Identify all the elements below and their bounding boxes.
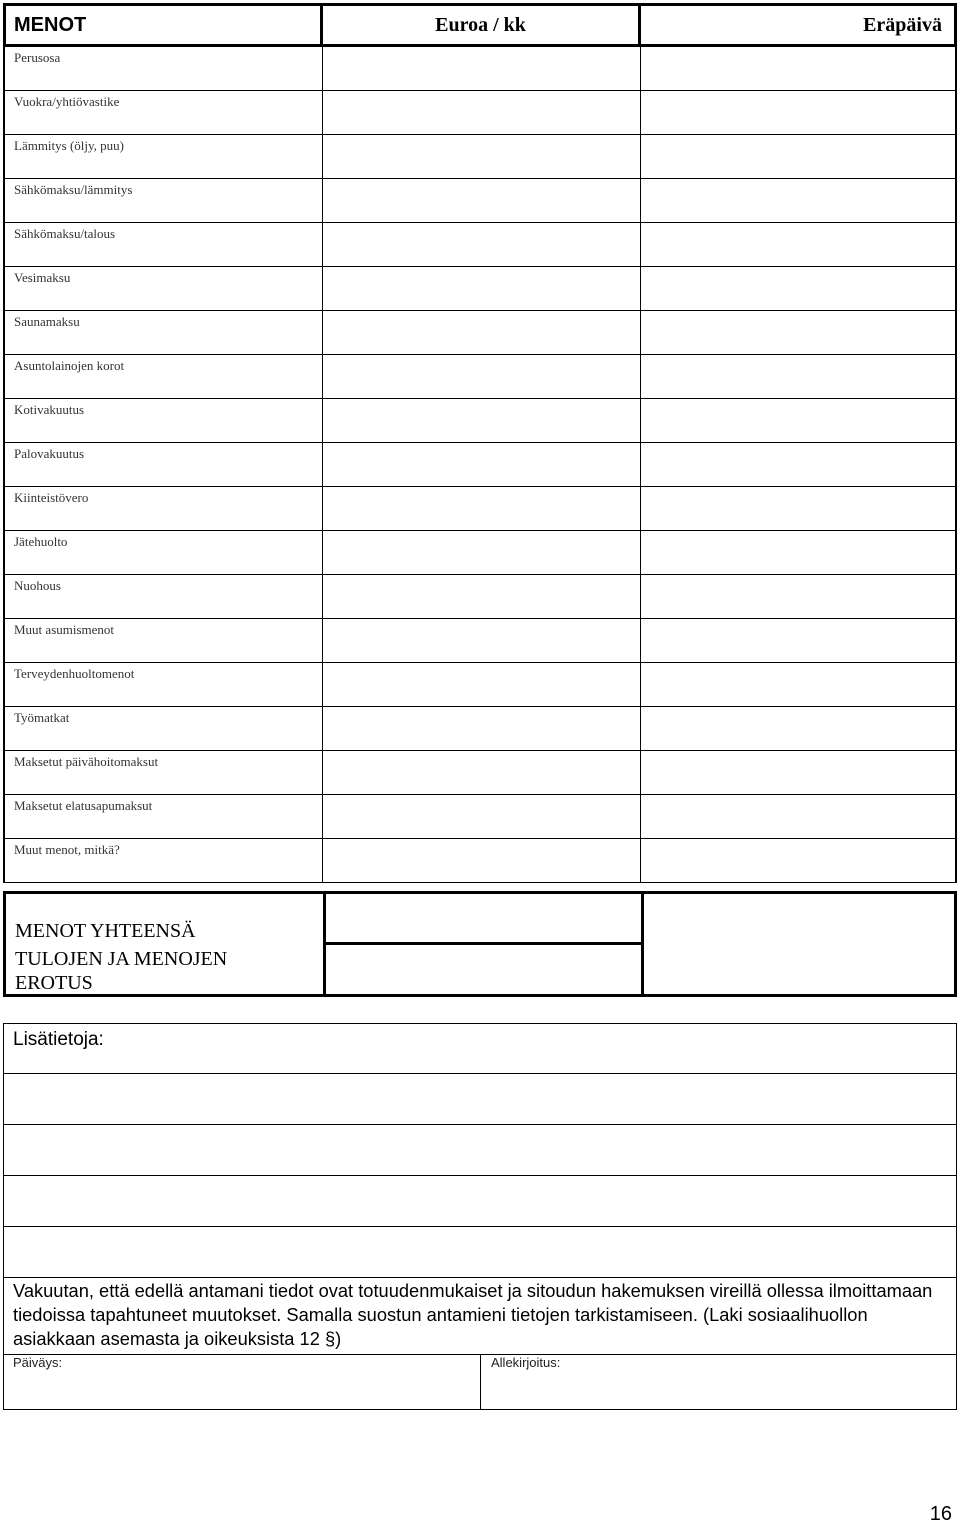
amount-cell[interactable] bbox=[322, 135, 323, 178]
date-field[interactable] bbox=[4, 1355, 481, 1409]
info-row[interactable] bbox=[3, 1125, 957, 1176]
expense-label: Kiinteistövero bbox=[14, 490, 89, 505]
date-label: Päiväys: bbox=[13, 1355, 63, 1370]
expense-row bbox=[3, 531, 957, 575]
expenses-table-header bbox=[3, 3, 957, 47]
expense-row bbox=[3, 707, 957, 751]
expense-row bbox=[3, 355, 957, 399]
due-date-cell[interactable] bbox=[640, 443, 641, 486]
expense-label: Saunamaksu bbox=[14, 314, 80, 329]
amount-cell[interactable] bbox=[322, 663, 323, 706]
amount-cell[interactable] bbox=[322, 267, 323, 310]
amount-cell[interactable] bbox=[322, 91, 323, 134]
expense-row bbox=[3, 223, 957, 267]
info-row[interactable] bbox=[3, 1074, 957, 1125]
expense-label: Lämmitys (öljy, puu) bbox=[14, 138, 125, 153]
amount-cell[interactable] bbox=[322, 179, 323, 222]
expense-row bbox=[3, 311, 957, 355]
signature-label: Allekirjoitus: bbox=[491, 1355, 561, 1370]
expense-label: Asuntolainojen korot bbox=[14, 358, 125, 373]
totals-value-cell[interactable] bbox=[641, 894, 954, 994]
expense-row bbox=[3, 135, 957, 179]
expense-label: Vuokra/yhtiövastike bbox=[14, 94, 120, 109]
amount-cell[interactable] bbox=[322, 487, 323, 530]
declaration-box bbox=[3, 1277, 957, 1354]
header-due-date: Eräpäivä bbox=[863, 13, 942, 36]
info-row[interactable] bbox=[3, 1023, 957, 1074]
expense-row bbox=[3, 619, 957, 663]
expense-label: Perusosa bbox=[14, 50, 61, 65]
amount-cell[interactable] bbox=[322, 575, 323, 618]
amount-cell[interactable] bbox=[322, 47, 323, 90]
info-row[interactable] bbox=[3, 1176, 957, 1227]
expense-label: Työmatkat bbox=[14, 710, 70, 725]
additional-info-label: Lisätietoja: bbox=[13, 1029, 104, 1050]
due-date-cell[interactable] bbox=[640, 663, 641, 706]
expense-row bbox=[3, 663, 957, 707]
amount-cell[interactable] bbox=[322, 751, 323, 794]
amount-cell[interactable] bbox=[322, 795, 323, 838]
expense-row bbox=[3, 47, 957, 91]
amount-cell[interactable] bbox=[322, 223, 323, 266]
due-date-cell[interactable] bbox=[640, 135, 641, 178]
expense-label: Nuohous bbox=[14, 578, 61, 593]
expense-row bbox=[3, 839, 957, 883]
due-date-cell[interactable] bbox=[640, 575, 641, 618]
page-number: 16 bbox=[929, 1503, 952, 1525]
expense-label: Kotivakuutus bbox=[14, 402, 85, 417]
expense-label: Muut asumismenot bbox=[14, 622, 115, 637]
header-expenses: MENOT bbox=[6, 6, 323, 44]
amount-cell[interactable] bbox=[322, 839, 323, 882]
expense-label: Maksetut päivähoitomaksut bbox=[14, 754, 159, 769]
amount-cell[interactable] bbox=[322, 399, 323, 442]
difference-label-line2: EROTUS bbox=[15, 972, 93, 994]
expense-label: Jätehuolto bbox=[14, 534, 68, 549]
due-date-cell[interactable] bbox=[640, 311, 641, 354]
expense-row bbox=[3, 575, 957, 619]
due-date-cell[interactable] bbox=[640, 619, 641, 662]
due-date-cell[interactable] bbox=[640, 179, 641, 222]
expense-row bbox=[3, 91, 957, 135]
expense-label: Muut menot, mitkä? bbox=[14, 842, 120, 857]
expense-row bbox=[3, 751, 957, 795]
due-date-cell[interactable] bbox=[640, 399, 641, 442]
additional-info-section bbox=[3, 1023, 957, 1278]
amount-cell[interactable] bbox=[322, 443, 323, 486]
due-date-cell[interactable] bbox=[640, 91, 641, 134]
amount-cell[interactable] bbox=[322, 707, 323, 750]
due-date-cell[interactable] bbox=[640, 355, 641, 398]
expense-label: Vesimaksu bbox=[14, 270, 71, 285]
amount-cell[interactable] bbox=[322, 619, 323, 662]
difference-label-line1: TULOJEN JA MENOJEN bbox=[15, 948, 228, 970]
due-date-cell[interactable] bbox=[640, 707, 641, 750]
expense-row bbox=[3, 179, 957, 223]
due-date-cell[interactable] bbox=[640, 47, 641, 90]
expense-row bbox=[3, 487, 957, 531]
expense-label: Sähkömaksu/lämmitys bbox=[14, 182, 133, 197]
due-date-cell[interactable] bbox=[640, 795, 641, 838]
info-row[interactable] bbox=[3, 1227, 957, 1278]
amount-cell[interactable] bbox=[322, 531, 323, 574]
due-date-cell[interactable] bbox=[640, 223, 641, 266]
due-date-cell[interactable] bbox=[640, 487, 641, 530]
amount-cell[interactable] bbox=[322, 355, 323, 398]
expense-label: Palovakuutus bbox=[14, 446, 85, 461]
totals-table bbox=[3, 891, 957, 997]
expense-label: Sähkömaksu/talous bbox=[14, 226, 116, 241]
due-date-cell[interactable] bbox=[640, 751, 641, 794]
total-expenses-label: MENOT YHTEENSÄ bbox=[15, 920, 196, 942]
expense-row bbox=[3, 443, 957, 487]
signature-row bbox=[3, 1354, 957, 1410]
expenses-table-body bbox=[3, 47, 957, 883]
header-euros-per-month: Euroa / kk bbox=[323, 6, 641, 44]
expense-label: Maksetut elatusapumaksut bbox=[14, 798, 153, 813]
expense-row bbox=[3, 795, 957, 839]
due-date-cell[interactable] bbox=[640, 267, 641, 310]
amount-cell[interactable] bbox=[322, 311, 323, 354]
due-date-cell[interactable] bbox=[640, 839, 641, 882]
expense-row bbox=[3, 267, 957, 311]
due-date-cell[interactable] bbox=[640, 531, 641, 574]
totals-divider bbox=[323, 942, 641, 945]
expense-row bbox=[3, 399, 957, 443]
declaration-text: Vakuutan, että edellä antamani tiedot ovat totuudenmukaiset ja sitoudun hakemuksen vireillä ollessa ilmoittamaan tiedoissa tapahtuneet muutokset. Samalla suostun antamieni tietojen tarkistamiseen. (Laki sosiaalihuollon asiakkaan asemasta ja oikeuksista 12 §) bbox=[13, 1280, 933, 1349]
expense-label: Terveydenhuoltomenot bbox=[14, 666, 135, 681]
